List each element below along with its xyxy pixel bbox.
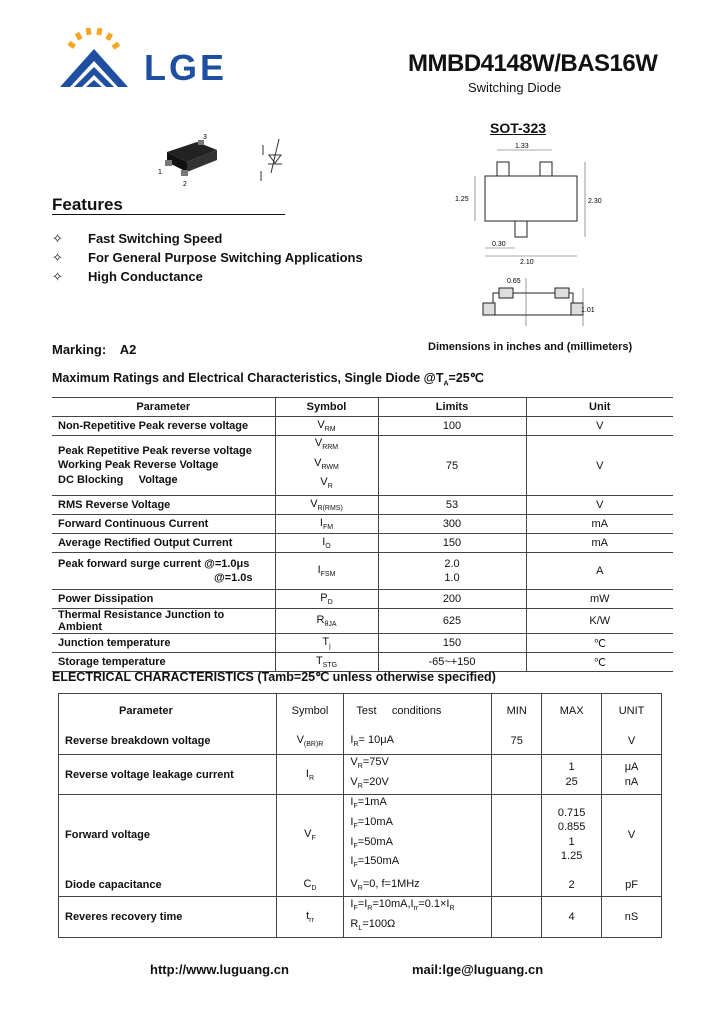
- table-row: Forward voltage $V_F$ $I_F=1mA$ $I_F=10mA$ $I_F=50mA$ $I_F=150mA$ 0.715 0.855 1 1.25 V: [59, 795, 662, 874]
- marking: [52, 342, 136, 357]
- table-row: Peak forward surge current @=1.0μs @=1.0s $I_{FSM}$ 2.0 1.0 A: [52, 553, 673, 590]
- features-heading: Features: [52, 195, 123, 214]
- subtitle: Switching Diode: [468, 80, 562, 95]
- electrical-characteristics-table: [58, 693, 662, 938]
- dim-body-width: 1.33: [515, 143, 529, 150]
- footer-mail-link[interactable]: mail:lge@luguang.cn: [412, 962, 544, 977]
- dim-height-total: 2.30: [588, 198, 602, 205]
- pin-2-label: 2: [183, 181, 187, 188]
- company-logo: [50, 25, 240, 95]
- table-row: Storage temperature $T_{STG}$ -65~+150 ℃: [52, 653, 673, 672]
- footer-url-link[interactable]: http://www.luguang.cn: [150, 962, 289, 977]
- table-row: Reveres recovery time $t_{rr}$ $I_F=I_R=10mA,I_{rr}=0.1\times I_R$ $R_L=100\Omega$ 4 nS: [59, 897, 662, 937]
- bullet-icon: ✧: [52, 269, 63, 284]
- package-dimension-drawing: [445, 138, 615, 338]
- table-row: Diode capacitance $C_D$ $V_R=0$, f=1MHz 2 pF: [59, 874, 662, 897]
- dimension-note: Dimensions in inches and (millimeters): [428, 341, 633, 353]
- pin-3-label: 3: [203, 134, 207, 141]
- table-row: Thermal Resistance Junction to Ambient $R_{\theta JA}$ 625 K/W: [52, 609, 673, 634]
- max-ratings-title: Maximum Ratings and Electrical Characteristics, Single Diode $@T_A=25℃$: [52, 371, 484, 388]
- table-row: RMS Reverse Voltage $V_{R(RMS)}$ 53 V: [52, 496, 673, 515]
- feature-item: ✧ High Conductance: [52, 269, 203, 284]
- dim-height-body: 1.25: [455, 196, 469, 203]
- bullet-icon: ✧: [52, 231, 63, 246]
- table-header-row: Parameter Symbol Limits Unit: [52, 398, 673, 417]
- marking-label: Marking:: [52, 342, 107, 357]
- dim-lead-width: 0.30: [492, 241, 506, 248]
- table-row: Non-Repetitive Peak reverse voltage $V_{RM}$ 100 V: [52, 417, 673, 436]
- table-row: Forward Continuous Current $I_{FM}$ 300 mA: [52, 515, 673, 534]
- table-row: Reverse voltage leakage current $I_R$ $V_R=75V$ $V_R=20V$ 1 25 μA nA: [59, 755, 662, 795]
- features-underline: [52, 214, 285, 215]
- table-row: Junction temperature $T_j$ 150 ℃: [52, 634, 673, 653]
- feature-item: ✧ For General Purpose Switching Applications: [52, 250, 363, 265]
- table-row: Average Rectified Output Current $I_O$ 150 mA: [52, 534, 673, 553]
- dim-width-total: 2.10: [520, 259, 534, 266]
- package-title: SOT-323: [490, 120, 547, 136]
- diode-symbol-icon: [255, 133, 295, 188]
- elec-title: ELECTRICAL CHARACTERISTICS (Tamb=25℃ unless otherwise specified): [52, 670, 496, 684]
- marking-value: A2: [119, 342, 137, 357]
- dim-thickness: 1.01: [581, 307, 595, 314]
- table-row: Peak Repetitive Peak reverse voltage Working Peak Reverse Voltage DC Blocking Voltage $V_{RRM}$ $V_{RWM}$ $V_R$ 75 V: [52, 436, 673, 496]
- feature-item: ✧ Fast Switching Speed: [52, 231, 223, 246]
- dim-pitch: 0.65: [507, 278, 521, 285]
- pin-1-label: 1: [158, 169, 162, 176]
- logo-text: LGE: [144, 47, 228, 88]
- part-number: MMBD4148W/BAS16W: [408, 50, 658, 77]
- max-ratings-table: [52, 397, 673, 672]
- table-row: Power Dissipation $P_D$ 200 mW: [52, 590, 673, 609]
- table-header-row: Parameter Symbol Test conditions MIN MAX UNIT: [59, 694, 662, 729]
- table-row: Reverse breakdown voltage $V_{(BR)R}$ $I_R= 10\mu A$ 75 V: [59, 728, 662, 755]
- bullet-icon: ✧: [52, 250, 63, 265]
